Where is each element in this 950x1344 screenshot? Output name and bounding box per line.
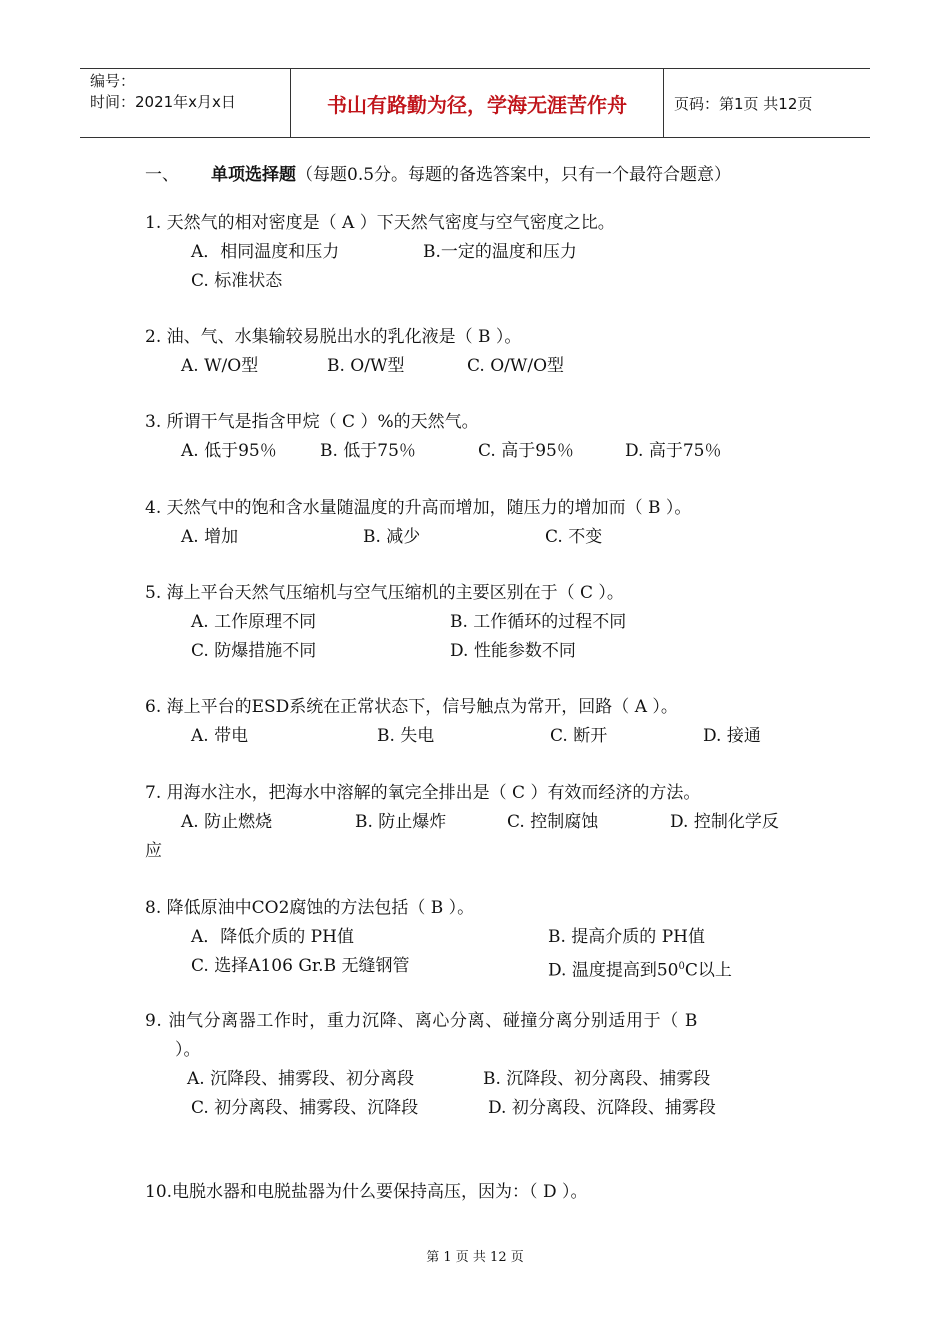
question-stem: 5. 海上平台天然气压缩机与空气压缩机的主要区别在于（ C ）。	[145, 583, 624, 603]
page-header	[80, 68, 870, 138]
header-page-info: 页码：第1页 共12页	[674, 94, 813, 113]
question-options	[145, 523, 805, 552]
question-continuation: ）。	[175, 1040, 201, 1060]
question-3	[145, 408, 805, 466]
section-heading	[145, 160, 731, 185]
header-meta	[80, 69, 291, 137]
question-stem: 3. 所谓干气是指含甲烷（ C ）%的天然气。	[145, 412, 479, 432]
question-options-row2	[145, 637, 805, 666]
option-d: D. 温度提高到$50^0C$以上	[548, 960, 732, 981]
option-d: D. 接通	[703, 726, 761, 746]
option-c: C. 初分离段、捕雾段、沉降段	[191, 1098, 419, 1118]
question-options-row2	[145, 267, 805, 296]
question-options	[145, 352, 805, 381]
question-stem: 7. 用海水注水，把海水中溶解的氧完全排出是（ C ）有效而经济的方法。	[145, 783, 701, 803]
option-c: C. O/W/O型	[467, 356, 565, 376]
option-b: B. 工作循环的过程不同	[450, 612, 627, 632]
option-a: A. 工作原理不同	[191, 612, 317, 632]
header-motto: 书山有路勤为径，学海无涯苦作舟	[291, 69, 664, 137]
section-title: 单项选择题	[211, 165, 296, 185]
question-stem: 2. 油、气、水集输较易脱出水的乳化液是（ B ）。	[145, 327, 522, 347]
section-number: 一、	[145, 165, 179, 185]
question-options-row2	[145, 1094, 805, 1123]
question-2	[145, 323, 805, 381]
question-options	[145, 437, 805, 466]
option-a: A．相同温度和压力	[191, 242, 340, 262]
option-c: C. 断开	[550, 726, 608, 746]
option-b: B. 减少	[363, 527, 421, 547]
option-b: B. 防止爆炸	[355, 812, 447, 832]
option-d: D. 初分离段、沉降段、捕雾段	[488, 1098, 716, 1118]
question-stem: 8. 降低原油中CO2腐蚀的方法包括（ B ）。	[145, 898, 475, 918]
option-c: C. 防爆措施不同	[191, 641, 317, 661]
section-note: （每题0.5分。每题的备选答案中，只有一个最符合题意）	[296, 165, 732, 185]
question-5	[145, 579, 805, 666]
question-continuation: 应	[145, 841, 162, 861]
question-10	[145, 1178, 805, 1207]
question-options-row2	[145, 952, 805, 981]
option-c: C. 高于95％	[478, 441, 574, 461]
option-b: B. 沉降段、初分离段、捕雾段	[483, 1069, 711, 1089]
option-a: A．降低介质的 PH值	[191, 927, 354, 947]
option-a: A. 增加	[181, 527, 239, 547]
option-b: B. 失电	[377, 726, 435, 746]
question-4	[145, 494, 805, 552]
question-options	[145, 923, 805, 952]
option-a: A. 沉降段、捕雾段、初分离段	[187, 1069, 415, 1089]
question-options	[145, 238, 805, 267]
question-options	[145, 808, 805, 837]
code-label: 编号：	[90, 72, 136, 90]
option-c: C. 标准状态	[191, 271, 283, 291]
option-a: A. 低于95％	[181, 441, 277, 461]
option-a: A. 防止燃烧	[181, 812, 273, 832]
option-a: A. 带电	[191, 726, 249, 746]
question-options	[145, 1065, 805, 1094]
question-8	[145, 894, 805, 981]
option-b: B. O/W型	[327, 356, 405, 376]
time-label: 时间：2021年x月x日	[90, 93, 236, 111]
option-b: B. 低于75％	[320, 441, 416, 461]
question-options	[145, 608, 805, 637]
option-c: C. 不变	[545, 527, 603, 547]
option-b: B. 提高介质的 PH值	[548, 927, 705, 947]
question-9	[145, 1007, 805, 1123]
question-stem: 6. 海上平台的ESD系统在正常状态下，信号触点为常开，回路（ A ）。	[145, 697, 678, 717]
question-stem: 10.电脱水器和电脱盐器为什么要保持高压，因为：（ D ）。	[145, 1182, 588, 1202]
option-c: C. 控制腐蚀	[507, 812, 599, 832]
question-6	[145, 693, 805, 751]
question-7	[145, 779, 805, 866]
option-b: B.一定的温度和压力	[423, 242, 577, 262]
question-1	[145, 209, 805, 296]
option-d: D. 控制化学反	[670, 812, 779, 832]
option-d: D. 性能参数不同	[450, 641, 576, 661]
option-d: D. 高于75％	[625, 441, 722, 461]
question-stem: 9. 油气分离器工作时，重力沉降、离心分离、碰撞分离分别适用于（ B	[145, 1011, 698, 1031]
page-footer: 第 1 页 共 12 页	[426, 1250, 524, 1265]
question-stem: 4. 天然气中的饱和含水量随温度的升高而增加，随压力的增加而（ B ）。	[145, 498, 692, 518]
question-options	[145, 722, 805, 751]
option-a: A. W/O型	[181, 356, 259, 376]
option-c: C. 选择A106 Gr.B 无缝钢管	[191, 956, 410, 976]
question-stem: 1. 天然气的相对密度是（ A ）下天然气密度与空气密度之比。	[145, 213, 615, 233]
